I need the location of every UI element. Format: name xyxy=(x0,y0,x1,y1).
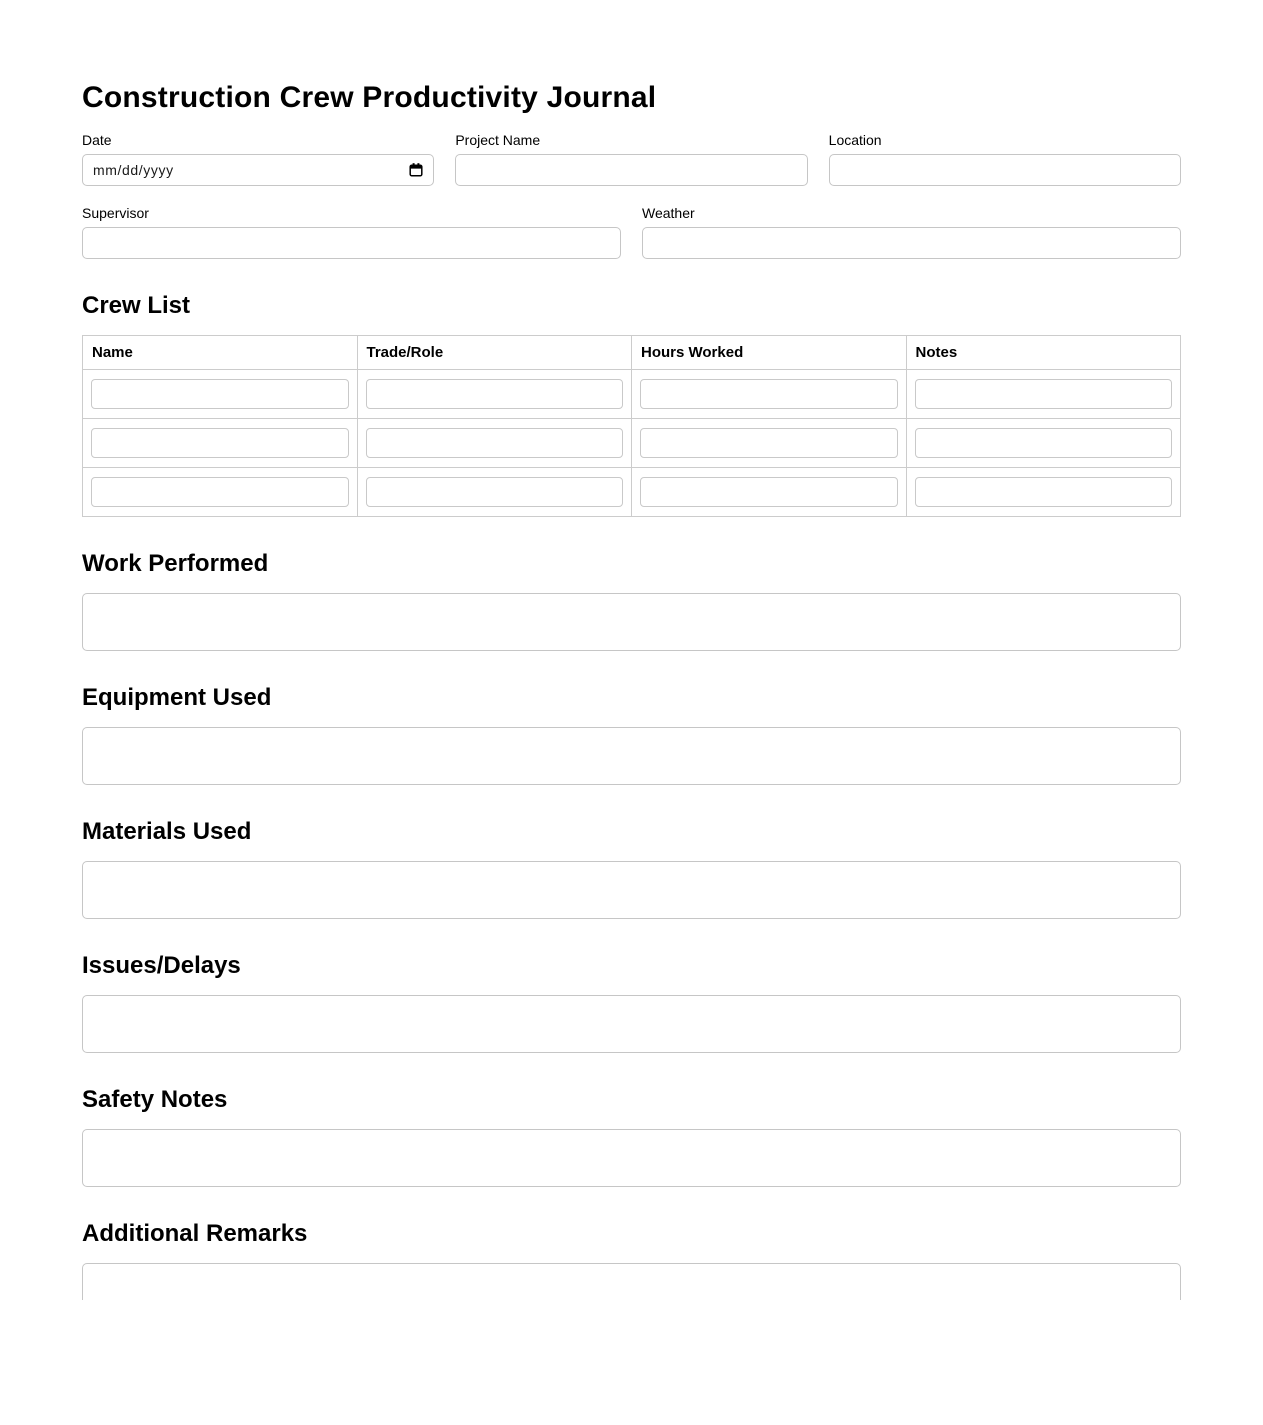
weather-label: Weather xyxy=(642,205,695,221)
crew-cell xyxy=(632,370,907,419)
form-row-1 xyxy=(82,132,1181,186)
calendar-icon[interactable] xyxy=(408,162,424,178)
crew-row xyxy=(83,370,1181,419)
crew-table-header-row xyxy=(83,336,1181,370)
date-placeholder: mm/dd/yyyy xyxy=(93,162,174,178)
crew-cell xyxy=(83,419,358,468)
project-name-label: Project Name xyxy=(455,132,541,148)
supervisor-field xyxy=(82,205,621,259)
crew-col-trade-role: Trade/Role xyxy=(357,336,632,370)
crew-trade-role-input[interactable] xyxy=(366,379,624,409)
crew-trade-role-input[interactable] xyxy=(366,428,624,458)
crew-trade-role-input[interactable] xyxy=(366,477,624,507)
crew-cell xyxy=(906,468,1181,517)
crew-hours-worked-input[interactable] xyxy=(640,428,898,458)
form-row-2 xyxy=(82,205,1181,259)
additional-remarks-textarea[interactable] xyxy=(82,1263,1181,1300)
equipment-used-textarea[interactable] xyxy=(82,727,1181,785)
crew-row xyxy=(83,419,1181,468)
date-input[interactable] xyxy=(82,154,434,186)
equipment-used-heading: Equipment Used xyxy=(82,684,272,711)
work-performed-textarea[interactable] xyxy=(82,593,1181,651)
crew-cell xyxy=(632,468,907,517)
crew-cell xyxy=(83,468,358,517)
location-input[interactable] xyxy=(829,154,1181,186)
crew-notes-input[interactable] xyxy=(915,379,1173,409)
crew-cell xyxy=(357,419,632,468)
page-title: Construction Crew Productivity Journal xyxy=(82,81,657,114)
safety-notes-textarea[interactable] xyxy=(82,1129,1181,1187)
crew-list-heading: Crew List xyxy=(82,292,191,319)
issues-delays-textarea[interactable] xyxy=(82,995,1181,1053)
supervisor-label: Supervisor xyxy=(82,205,149,221)
crew-name-input[interactable] xyxy=(91,428,349,458)
crew-cell xyxy=(83,370,358,419)
materials-used-textarea[interactable] xyxy=(82,861,1181,919)
crew-cell xyxy=(906,419,1181,468)
crew-notes-input[interactable] xyxy=(915,477,1173,507)
crew-name-input[interactable] xyxy=(91,379,349,409)
weather-field xyxy=(642,205,1181,259)
materials-used-heading: Materials Used xyxy=(82,818,252,845)
safety-notes-heading: Safety Notes xyxy=(82,1086,228,1113)
crew-hours-worked-input[interactable] xyxy=(640,379,898,409)
location-label: Location xyxy=(828,132,882,148)
additional-remarks-heading: Additional Remarks xyxy=(82,1220,308,1247)
crew-col-notes: Notes xyxy=(906,336,1181,370)
crew-notes-input[interactable] xyxy=(915,428,1173,458)
issues-delays-heading: Issues/Delays xyxy=(82,952,241,979)
crew-hours-worked-input[interactable] xyxy=(640,477,898,507)
supervisor-input[interactable] xyxy=(82,227,621,259)
crew-cell xyxy=(357,468,632,517)
project-name-field xyxy=(455,132,807,186)
date-field xyxy=(82,132,434,186)
weather-input[interactable] xyxy=(642,227,1181,259)
crew-row xyxy=(83,468,1181,517)
work-performed-heading: Work Performed xyxy=(82,550,269,577)
crew-col-name: Name xyxy=(83,336,358,370)
crew-name-input[interactable] xyxy=(91,477,349,507)
crew-table xyxy=(82,335,1181,517)
location-field xyxy=(829,132,1181,186)
crew-col-hours-worked: Hours Worked xyxy=(632,336,907,370)
project-name-input[interactable] xyxy=(455,154,807,186)
crew-cell xyxy=(357,370,632,419)
date-label: Date xyxy=(82,132,112,148)
crew-cell xyxy=(906,370,1181,419)
crew-cell xyxy=(632,419,907,468)
